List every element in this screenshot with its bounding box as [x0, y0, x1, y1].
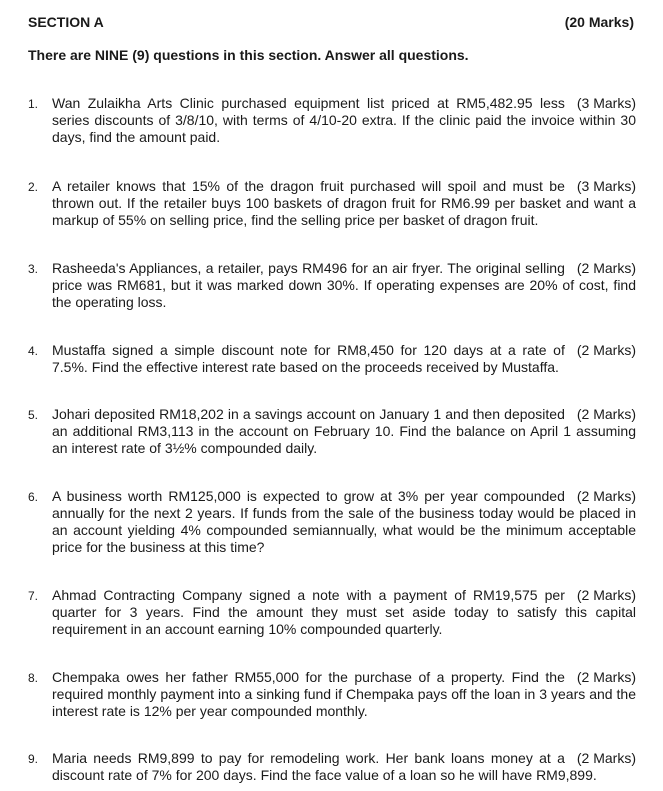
- question-text: Mustaffa signed a simple discount note for RM8,450 for 120 days at a rate of 7.5%. Find the effective interest rate based on the proceeds received by Mustaffa.: [52, 342, 565, 375]
- question-body: [52, 587, 636, 638]
- question-body: [52, 406, 636, 457]
- question-item: [28, 178, 636, 229]
- question-marks: (2 Marks): [576, 260, 636, 276]
- question-item: [28, 342, 636, 376]
- question-marks: (3 Marks): [576, 178, 636, 194]
- section-header: [28, 14, 634, 34]
- question-body: [52, 669, 636, 720]
- question-number: 2.: [28, 180, 39, 194]
- question-text: A business worth RM125,000 is expected to grow at 3% per year compounded annually for the next 2 years. If funds from the sale of the business today would be placed in an account yielding 4% compounded semiannually, what would be the minimum acceptable price for the business at this time?: [52, 488, 636, 555]
- question-marks: (2 Marks): [576, 669, 636, 685]
- question-number: 7.: [28, 589, 39, 603]
- question-marks: (2 Marks): [576, 342, 636, 358]
- section-title: SECTION A: [28, 14, 104, 30]
- question-marks: (3 Marks): [576, 95, 636, 111]
- question-item: [28, 669, 636, 720]
- question-text: Wan Zulaikha Arts Clinic purchased equipment list priced at RM5,482.95 less series discounts of 3/8/10, with terms of 4/10-20 extra. If the clinic paid the invoice within 30 days, find the amount paid.: [52, 95, 636, 145]
- question-number: 3.: [28, 262, 39, 276]
- question-text: A retailer knows that 15% of the dragon fruit purchased will spoil and must be thrown out. If the retailer buys 100 baskets of dragon fruit for RM6.99 per basket and want a markup of 55% on selling price, find the selling price per basket of dragon fruit.: [52, 178, 636, 228]
- question-item: [28, 587, 636, 638]
- question-text: Johari deposited RM18,202 in a savings account on January 1 and then deposited an additional RM3,113 in the account on February 10. Find the balance on April 1 assuming an interest rate of 3½% compounded daily.: [52, 406, 636, 456]
- question-text: Rasheeda's Appliances, a retailer, pays RM496 for an air fryer. The original selling price was RM681, but it was marked down 30%. If operating expenses are 20% of cost, find the operating loss.: [52, 260, 636, 310]
- question-item: [28, 406, 636, 457]
- question-marks: (2 Marks): [576, 750, 636, 766]
- question-body: [52, 750, 636, 784]
- question-body: [52, 342, 636, 376]
- question-item: [28, 95, 636, 146]
- question-body: [52, 488, 636, 556]
- question-text: Maria needs RM9,899 to pay for remodeling work. Her bank loans money at a discount rate of 7% for 200 days. Find the face value of a loan so he will have RM9,899.: [52, 750, 597, 783]
- question-body: [52, 95, 636, 146]
- question-marks: (2 Marks): [576, 488, 636, 504]
- question-item: [28, 750, 636, 784]
- question-marks: (2 Marks): [576, 587, 636, 603]
- question-number: 4.: [28, 344, 39, 358]
- question-text: Ahmad Contracting Company signed a note with a payment of RM19,575 per quarter for 3 years. Find the amount they must set aside today to satisfy this capital requirement in an account earning 10% compounded quarterly.: [52, 587, 636, 637]
- question-item: [28, 260, 636, 311]
- question-marks: (2 Marks): [576, 406, 636, 422]
- question-number: 1.: [28, 97, 39, 111]
- question-body: [52, 260, 636, 311]
- question-body: [52, 178, 636, 229]
- question-number: 6.: [28, 490, 39, 504]
- question-text: Chempaka owes her father RM55,000 for the purchase of a property. Find the required monthly payment into a sinking fund if Chempaka pays off the loan in 3 years and the interest rate is 12% per year compounded monthly.: [52, 669, 636, 719]
- question-item: [28, 488, 636, 556]
- section-marks: (20 Marks): [564, 14, 634, 30]
- question-number: 5.: [28, 408, 39, 422]
- question-number: 8.: [28, 671, 39, 685]
- question-number: 9.: [28, 752, 39, 766]
- section-instruction: There are NINE (9) questions in this section. Answer all questions.: [28, 47, 469, 63]
